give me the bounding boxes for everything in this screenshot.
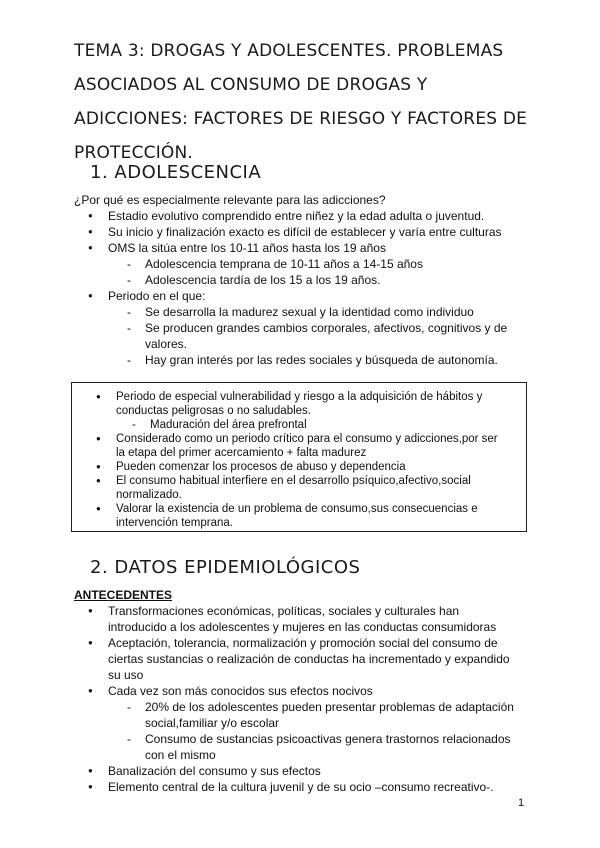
list-item	[88, 763, 518, 779]
item-text: Valorar la existencia de un problema de consumo,sus consecuencias e intervención temprana.	[116, 503, 478, 529]
item-text: OMS la sitúa entre los 10-11 años hasta los 19 años	[108, 241, 386, 255]
list-item	[96, 474, 506, 502]
item-text: Banalización del consumo y sus efectos	[108, 764, 321, 778]
sub-list-item: - Se producen grandes cambios corporales, afectivos, cognitivos y de valores.	[127, 320, 528, 352]
item-text: Considerado como un periodo crítico para el consumo y adicciones,por ser la etapa del primer acercamiento + falta madurez	[116, 433, 498, 459]
sub-list	[127, 699, 518, 763]
list-item	[88, 288, 528, 368]
sub-list	[127, 304, 528, 368]
item-text: Periodo de especial vulnerabilidad y riesgo a la adquisición de hábitos y conductas peligrosas o no saludables.	[116, 391, 483, 417]
list-item	[88, 240, 528, 288]
section-heading-datos-epidemiologicos: 2. DATOS EPIDEMIOLÓGICOS	[90, 557, 361, 578]
sub-list-item: - Maduración del área prefrontal	[132, 418, 506, 432]
item-text: Cada vez son más conocidos sus efectos nocivos	[108, 684, 373, 698]
list-item	[88, 603, 518, 635]
item-text: Elemento central de la cultura juvenil y de su ocio –consumo recreativo-.	[108, 780, 494, 794]
list-item	[88, 779, 518, 795]
lead-question: ¿Por qué es especialmente relevante para las adicciones?	[74, 193, 386, 207]
sub-list	[127, 256, 528, 288]
page-number: 1	[518, 797, 525, 809]
item-text: Pueden comenzar los procesos de abuso y dependencia	[116, 461, 406, 473]
sub-list-item: - Adolescencia temprana de 10-11 años a 14-15 años	[127, 256, 528, 272]
item-text: Estadio evolutivo comprendido entre niñez y la edad adulta o juventud.	[108, 209, 485, 223]
sub-list-item: - Adolescencia tardía de los 15 a los 19 años.	[127, 272, 528, 288]
sub-list	[132, 418, 506, 432]
adolescence-bullet-list	[88, 208, 528, 368]
item-text: Su inicio y finalización exacto es difícil de establecer y varía entre culturas	[108, 225, 502, 239]
subheading-antecedentes: ANTECEDENTES	[74, 588, 173, 602]
list-item	[96, 432, 506, 460]
section-heading-adolescencia: 1. ADOLESCENCIA	[90, 162, 262, 183]
callout-bullet-list	[96, 390, 506, 530]
sub-list-item: - Hay gran interés por las redes sociales y búsqueda de autonomía.	[127, 352, 528, 368]
document-title: TEMA 3: DROGAS Y ADOLESCENTES. PROBLEMAS ASOCIADOS AL CONSUMO DE DROGAS Y ADICCIONES: FACTORES DE RIESGO Y FACTORES DE PROTECCIÓN.	[74, 41, 528, 163]
list-item	[96, 502, 506, 530]
list-item	[96, 460, 506, 474]
list-item	[88, 683, 518, 763]
sub-list-item: - Consumo de sustancias psicoactivas genera trastornos relacionados con el mismo	[127, 731, 518, 763]
item-text: Periodo en el que:	[108, 289, 206, 303]
item-text: Aceptación, tolerancia, normalización y promoción social del consumo de ciertas sustancias o realización de conductas ha incrementado y expandido su uso	[108, 636, 510, 682]
list-item	[88, 635, 518, 683]
list-item	[88, 224, 528, 240]
sub-list-item: - 20% de los adolescentes pueden presentar problemas de adaptación social,familiar y/o escolar	[127, 699, 518, 731]
item-text: El consumo habitual interfiere en el desarrollo psíquico,afectivo,social normalizado.	[116, 475, 471, 501]
sub-list-item: - Se desarrolla la madurez sexual y la identidad como individuo	[127, 304, 528, 320]
antecedentes-bullet-list	[88, 603, 518, 795]
list-item	[88, 208, 528, 224]
callout-box	[71, 382, 527, 532]
list-item	[96, 390, 506, 432]
item-text: Transformaciones económicas, políticas, sociales y culturales han introducido a los adolescentes y mujeres en las conductas consumidoras	[108, 604, 497, 634]
